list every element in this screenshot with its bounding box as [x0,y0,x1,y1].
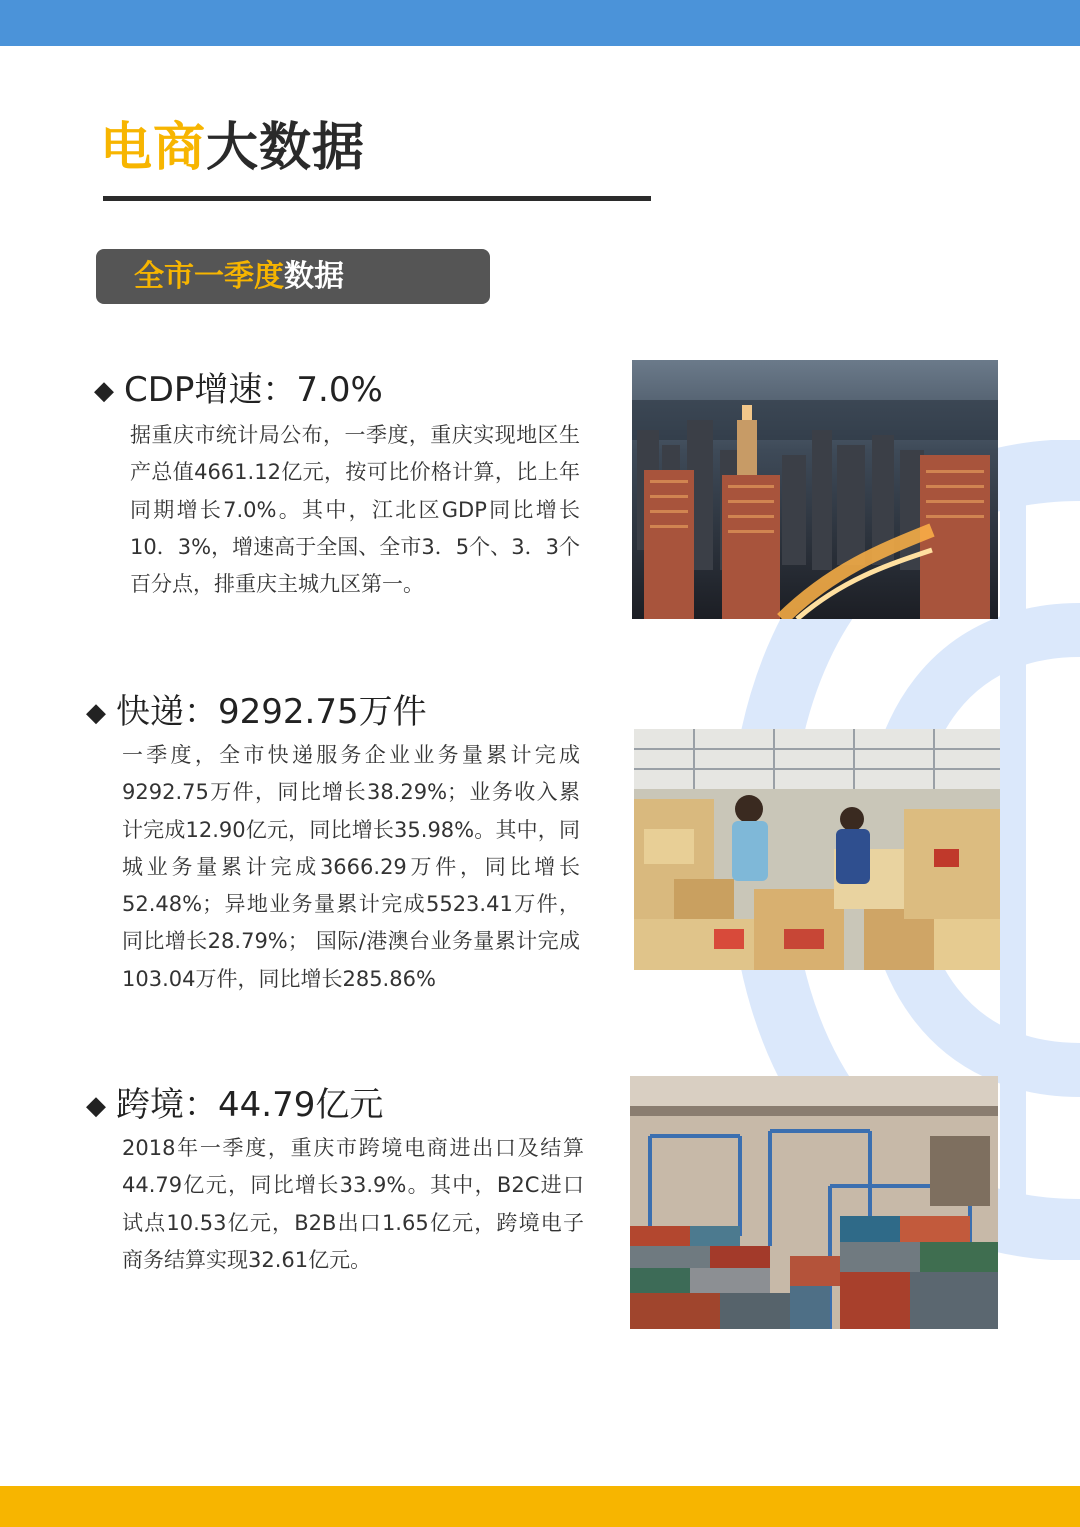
stat-block-gdp [94,368,584,603]
bottom-color-band [0,1486,1080,1527]
page-title-rest: 大数据 [206,118,366,178]
page-title-highlight: 电商 [100,118,207,178]
stat-block-express [86,690,582,998]
stat-body-text: 据重庆市统计局公布，一季度，重庆实现地区生产总值4661.12亿元，按可比价格计算，比上年同期增长7.0%。其中，江北区GDP同比增长10．3%，增速高于全国、全市3．5个、3．3个百分点，排重庆主城九区第一。 [130,423,580,597]
stat-block-crossborder [86,1083,586,1279]
stat-heading [86,1083,586,1128]
diamond-bullet-icon: ◆ [86,1091,106,1121]
section-label-rest: 数据 [284,259,344,294]
city-night-photo [632,360,998,619]
top-color-band [0,0,1080,46]
section-banner-label [134,249,344,304]
stat-heading-text: CDP增速：7.0% [124,370,383,410]
stat-body-text: 2018年一季度，重庆市跨境电商进出口及结算44.79亿元，同比增长33.9%。其中，B2C进口试点10.53亿元，B2B出口1.65亿元，跨境电子商务结算实现32.61亿元。 [122,1136,584,1272]
page-title [100,112,365,184]
section-banner [96,249,490,304]
title-divider [103,196,651,201]
stat-heading [94,368,584,413]
stat-body-text: 一季度，全市快递服务企业业务量累计完成9292.75万件，同比增长38.29%；业务收入累计完成12.90亿元，同比增长35.98%。其中，同城业务量累计完成3666.29万件，同比增长52.48%；异地业务量累计完成5523.41万件，同比增长28.79%； 国际/港澳台业务量累计完成103.04万件，同比增长285.86% [122,743,580,991]
stat-heading [86,690,582,735]
stat-heading-text: 快递：9292.75万件 [116,692,427,732]
container-port-photo [630,1076,998,1329]
section-label-highlight: 全市一季度 [134,259,284,294]
stat-heading-text: 跨境：44.79亿元 [116,1085,384,1125]
parcel-sorting-photo [634,729,1000,970]
diamond-bullet-icon: ◆ [94,376,114,406]
diamond-bullet-icon: ◆ [86,698,106,728]
